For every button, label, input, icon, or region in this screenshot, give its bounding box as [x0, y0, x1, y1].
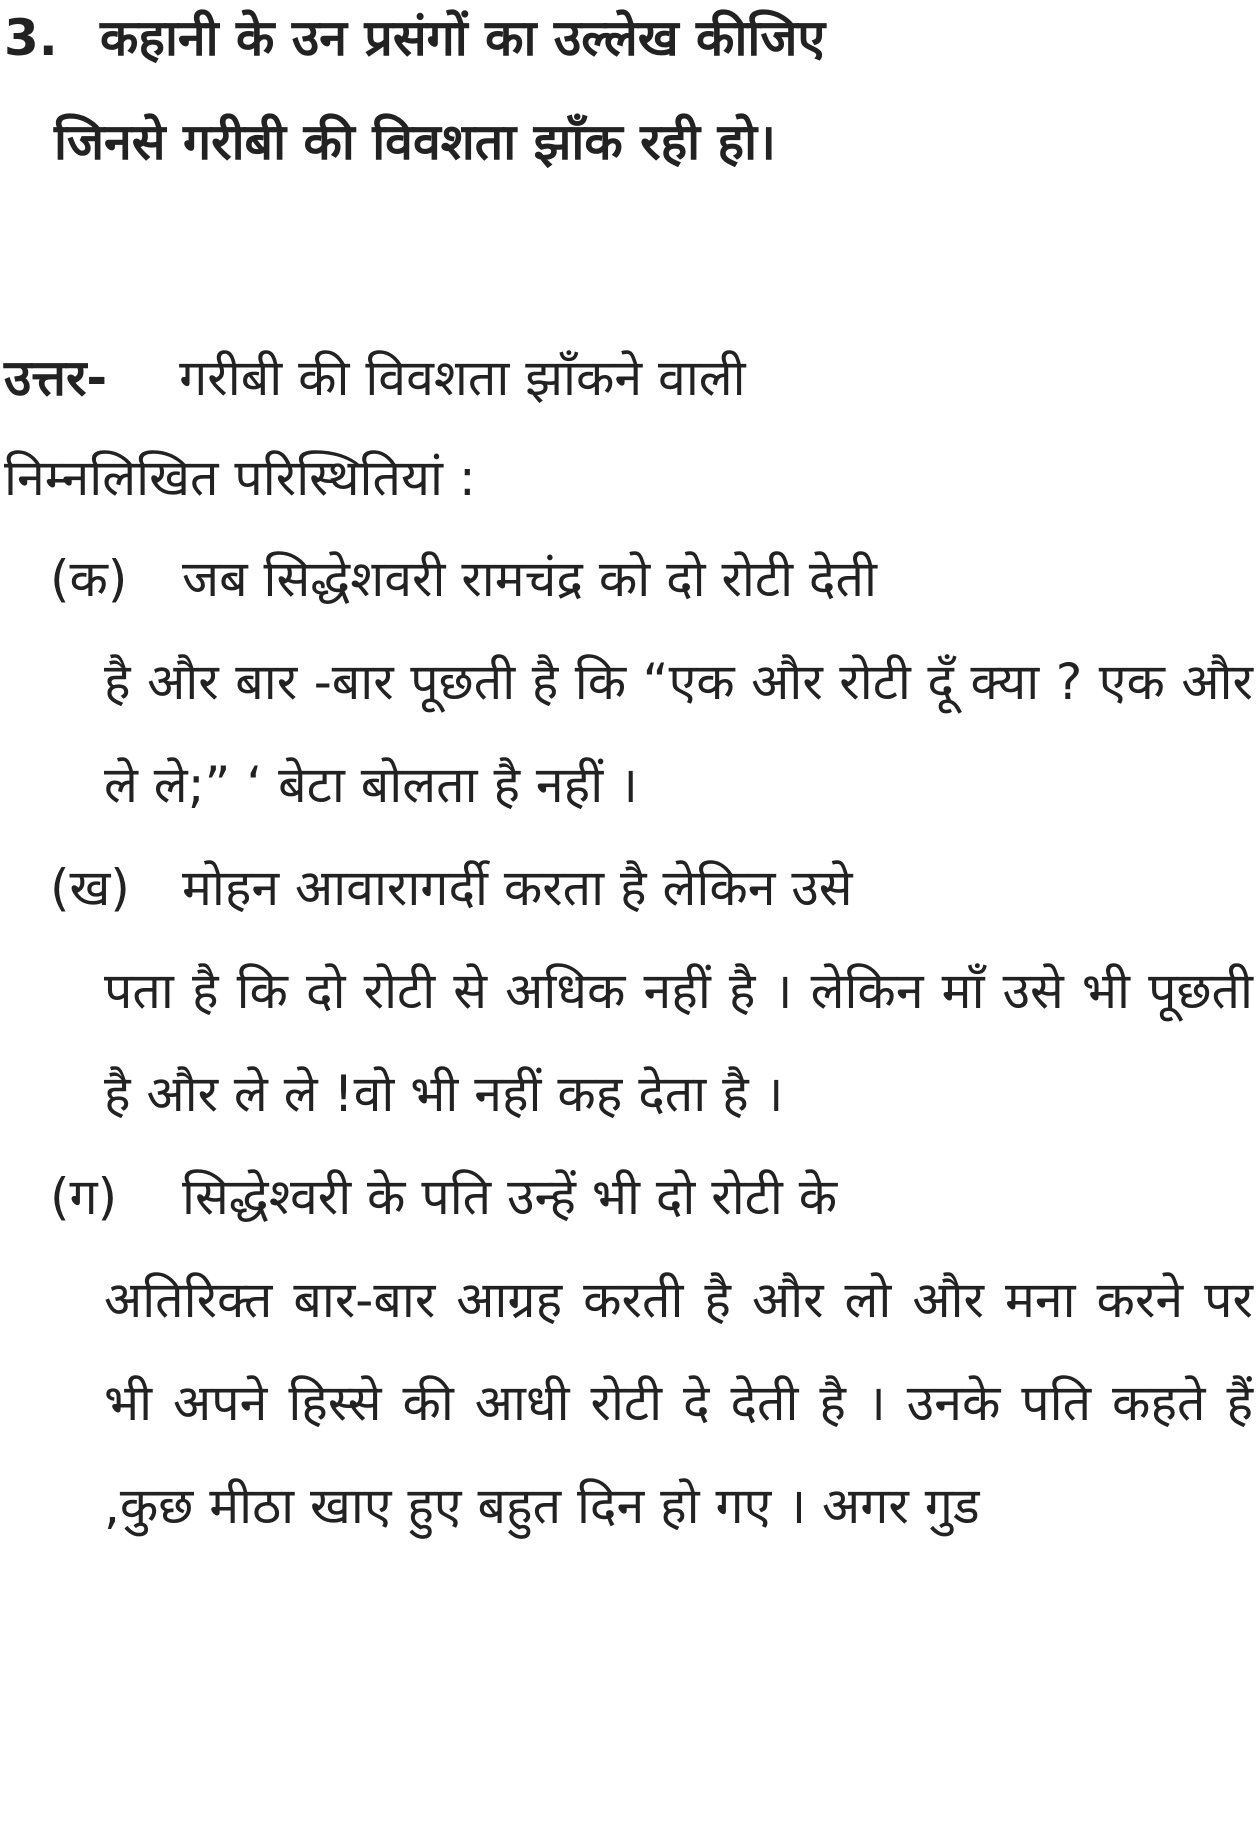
list-item-first-line: जब सिद्धेशवरी रामचंद्र को दो रोटी देती — [182, 550, 877, 608]
list-item-text: पता है कि दो रोटी से अधिक नहीं है । लेकिन माँ उसे भी पूछती है और ले ले !वो भी नहीं कह देता है । — [104, 962, 1253, 1123]
answer-intro — [4, 328, 1253, 528]
question-text-line-1: कहानी के उन प्रसंगों का उल्लेख कीजिए — [100, 9, 826, 67]
list-item-marker: (ग) — [50, 1168, 118, 1226]
list-item-first-line: मोहन आवारागर्दी करता है लेकिन उसे — [182, 859, 853, 917]
list-item — [4, 528, 1253, 837]
answer-intro-line-2: निम्नलिखित परिस्थितियां : — [4, 449, 476, 507]
list-item — [4, 837, 1253, 1146]
answer-label: उत्तर- — [4, 349, 108, 407]
list-item-text: अतिरिक्त बार-बार आग्रह करती है और लो और मना करने पर भी अपने हिस्से की आधी रोटी दे देती है । उनके पति कहते हैं ,कुछ मीठा खाए हुए बहुत दिन हो गए । अगर गुड — [104, 1271, 1253, 1535]
list-item-marker: (ख) — [50, 859, 130, 917]
question-number: 3. — [4, 9, 58, 67]
question-block — [4, 0, 1253, 194]
list-item — [4, 1146, 1253, 1558]
list-item-text: है और बार -बार पूछती है कि “एक और रोटी दूँ क्या ? एक और ले ले;” ‘ बेटा बोलता है नहीं । — [104, 653, 1253, 814]
list-item-marker: (क) — [50, 550, 128, 608]
list-item-first-line: सिद्धेश्वरी के पति उन्हें भी दो रोटी के — [182, 1168, 838, 1226]
answer-intro-line-1: गरीबी की विवशता झाँकने वाली — [179, 349, 746, 407]
question-text-line-2: जिनसे गरीबी की विवशता झाँक रही हो। — [54, 113, 776, 171]
